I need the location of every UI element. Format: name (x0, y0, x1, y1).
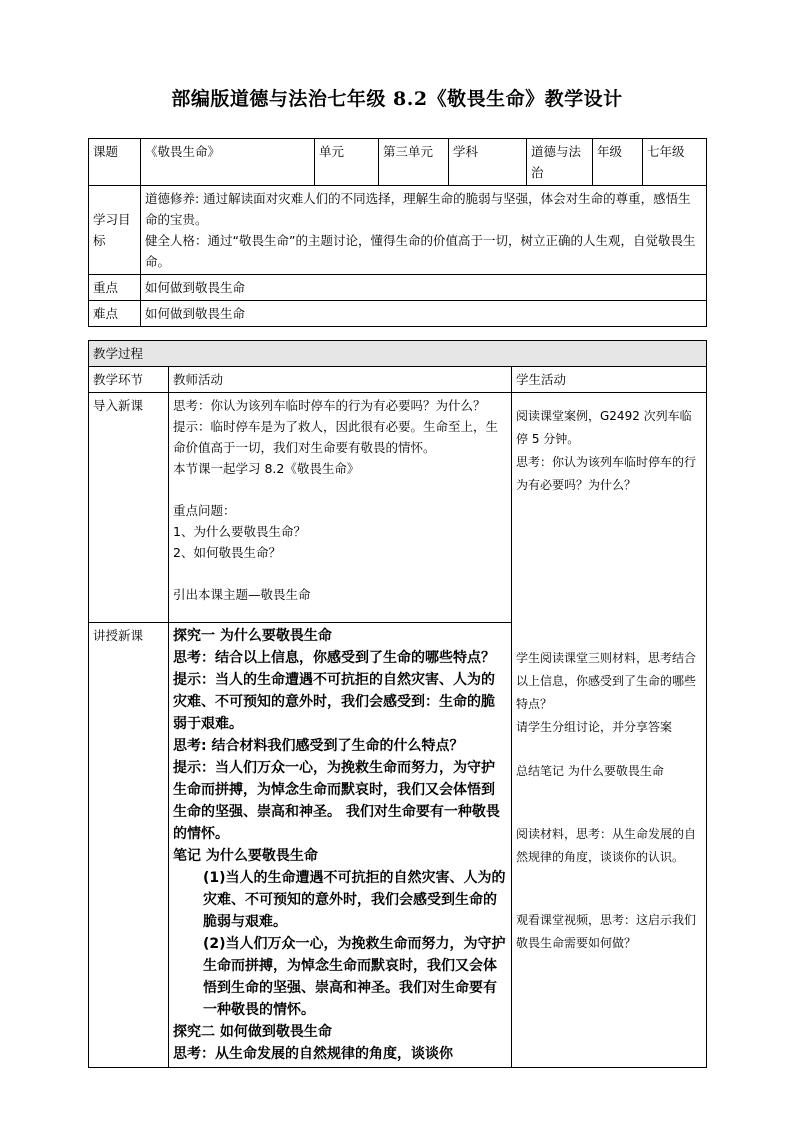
lecture-student-notes: 总结笔记 为什么要敬畏生命 (516, 764, 664, 778)
explore-1-think: 思考：结合以上信息，你感受到了生命的哪些特点？ (173, 650, 495, 666)
explore-1-title: 探究一 为什么要敬畏生命 (173, 628, 332, 644)
intro-teacher-cell (169, 393, 512, 623)
value-grade: 七年级 (643, 139, 707, 186)
label-difficulty: 难点 (89, 301, 141, 327)
explore-1-hint-2: 提示：当人们万众一心，为挽救生命而努力，为守护生命而拼搏，为悼念生命而默哀时，我们又会体悟到生命的坚强、崇高和神圣。 我们对生命要有一种敬畏的情怀。 (173, 760, 500, 842)
value-topic: 《敬畏生命》 (141, 139, 315, 186)
goals-cell (141, 186, 707, 275)
label-grade: 年级 (593, 139, 643, 186)
goal-personality: 健全人格：通过“敬畏生命”的主题讨论，懂得生命的价值高于一切，树立正确的人生观，自觉敬畏生命。 (145, 233, 696, 269)
lecture-student-discuss: 请学生分组讨论，并分享答案 (516, 720, 673, 734)
value-difficulty: 如何做到敬畏生命 (141, 301, 707, 327)
process-title: 教学过程 (89, 341, 707, 367)
explore-1-hint: 提示：当人的生命遭遇不可抗拒的自然灾害、人为的灾难、不可预知的意外时，我们会感受到：生命的脆弱于艰难。 (173, 672, 495, 732)
page-title: 部编版道德与法治七年级 8.2《敬畏生命》教学设计 (171, 88, 623, 110)
label-unit: 单元 (315, 139, 379, 186)
value-unit: 第三单元 (379, 139, 449, 186)
header-student: 学生活动 (512, 367, 707, 393)
intro-theme: 引出本课主题—敬畏生命 (173, 587, 311, 602)
intro-student-think: 思考：你认为该列车临时停车的行为有必要吗？为什么？ (516, 455, 697, 492)
intro-question-1: 1、为什么要敬畏生命？ (173, 524, 306, 539)
header-stage: 教学环节 (89, 367, 169, 393)
lesson-info-table (88, 138, 707, 327)
label-topic: 课题 (89, 139, 141, 186)
header-teacher: 教师活动 (169, 367, 512, 393)
intro-think: 思考：你认为该列车临时停车的行为有必要吗？为什么？ (173, 398, 486, 413)
explore-2-title: 探究二 如何做到敬畏生命 (173, 1024, 332, 1040)
student-activity-cell (512, 393, 707, 1068)
stage-intro: 导入新课 (89, 393, 169, 623)
label-key-point: 重点 (89, 275, 141, 301)
intro-lesson: 本节课一起学习 8.2《敬畏生命》 (173, 461, 360, 476)
lecture-student-material: 阅读材料，思考：从生命发展的自然规律的角度，谈谈你的认识。 (516, 827, 697, 864)
notes-point-2: (2)当人们万众一心，为挽救生命而努力，为守护生命而拼搏，为悼念生命而默哀时，我们又会体悟到生命的坚强、崇高和神圣。我们对生命要有一种敬畏的情怀。 (203, 936, 506, 1018)
explore-1-think-2: 思考: 结合材料我们感受到了生命的什么特点？ (173, 738, 464, 754)
explore-2-think: 思考：从生命发展的自然规律的角度，谈谈你 (173, 1046, 453, 1062)
intro-key-questions: 重点问题： (173, 503, 236, 518)
value-subject: 道德与法治 (527, 139, 593, 186)
label-subject: 学科 (449, 139, 527, 186)
intro-student-read: 阅读课堂案例，G2492 次列车临停 5 分钟。 (516, 409, 692, 446)
intro-hint: 提示：临时停车是为了救人，因此很有必要。生命至上，生命价值高于一切，我们对生命要有敬畏的情怀。 (173, 419, 499, 455)
lecture-student-read: 学生阅读课堂三则材料，思考结合以上信息，你感受到了生命的哪些特点？ (516, 651, 697, 711)
lecture-teacher-cell (169, 623, 512, 1068)
teaching-process-table (88, 340, 707, 1068)
stage-lecture: 讲授新课 (89, 623, 169, 1068)
value-key-point: 如何做到敬畏生命 (141, 275, 707, 301)
notes-title: 笔记 为什么要敬畏生命 (173, 848, 318, 864)
intro-question-2: 2、如何敬畏生命？ (173, 545, 281, 560)
notes-point-1: (1)当人的生命遭遇不可抗拒的自然灾害、人为的灾难、不可预知的意外时，我们会感受到生命的脆弱与艰难。 (203, 870, 506, 930)
lecture-student-video: 观看课堂视频，思考：这启示我们敬畏生命需要如何做？ (516, 913, 697, 950)
goal-morality: 道德修养: 通过解读面对灾难人们的不同选择，理解生命的脆弱与坚强，体会对生命的尊重，感悟生命的宝贵。 (145, 191, 691, 227)
label-goals: 学习目标 (89, 186, 141, 275)
